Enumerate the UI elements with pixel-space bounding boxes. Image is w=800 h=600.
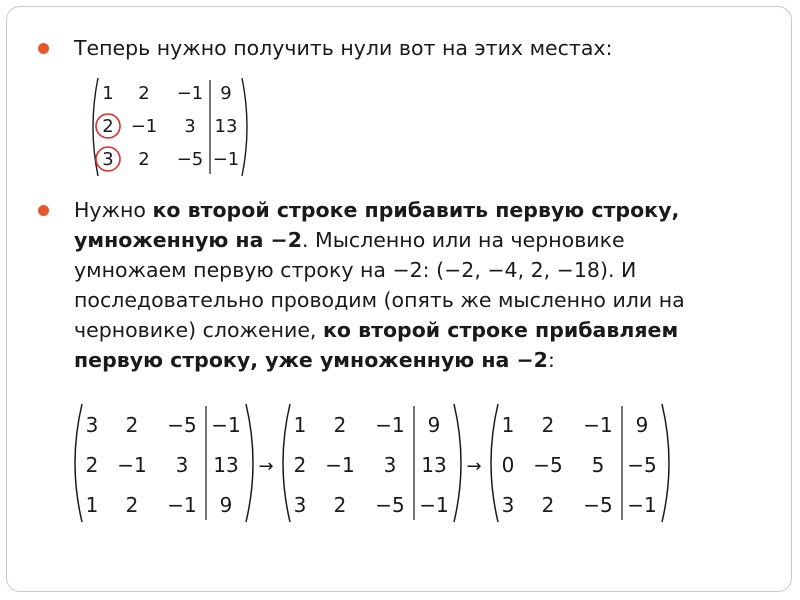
matrix-cell: −5 bbox=[167, 413, 197, 437]
left-paren bbox=[283, 404, 290, 522]
matrix-cell: −5 bbox=[627, 453, 657, 477]
right-paren bbox=[662, 404, 669, 522]
matrix-cell: 3 bbox=[383, 453, 397, 477]
matrix-cell: 2 bbox=[138, 149, 150, 170]
matrix-cell: 1 bbox=[501, 413, 515, 437]
matrix-cell: 1 bbox=[102, 83, 114, 104]
matrix-cell: 9 bbox=[220, 83, 232, 104]
matrix-cell: 3 bbox=[293, 493, 307, 517]
matrix-cell: 3 bbox=[102, 149, 114, 170]
matrix-3 bbox=[491, 404, 669, 522]
left-paren bbox=[75, 404, 82, 522]
matrix-1 bbox=[75, 404, 253, 522]
matrix-cell: 2 bbox=[138, 83, 150, 104]
matrix-cell: −1 bbox=[176, 83, 204, 104]
matrix-cell: 13 bbox=[214, 116, 238, 137]
arrow-right-icon: → bbox=[258, 456, 274, 477]
matrix-cell: 9 bbox=[219, 493, 233, 517]
matrix-cell: 13 bbox=[213, 453, 239, 477]
matrix-cell: −1 bbox=[130, 116, 158, 137]
matrix-cell: −5 bbox=[533, 453, 563, 477]
text-bold: ко второй строке прибавить первую строку, bbox=[152, 198, 680, 222]
right-paren bbox=[246, 404, 253, 522]
right-paren bbox=[454, 404, 461, 522]
text-bold: первую строку, уже умноженную на −2 bbox=[74, 348, 548, 372]
matrix-cell: 0 bbox=[501, 453, 515, 477]
matrix-cell: 2 bbox=[125, 493, 139, 517]
bullet-2-text bbox=[74, 195, 685, 375]
matrix-cell: 9 bbox=[635, 413, 649, 437]
matrix-cell: −1 bbox=[117, 453, 147, 477]
text-plain: Нужно bbox=[74, 198, 153, 222]
left-paren bbox=[491, 404, 498, 522]
matrix-cell: 2 bbox=[102, 116, 114, 137]
matrix-cell: 1 bbox=[85, 493, 99, 517]
matrix-cell: 3 bbox=[184, 116, 196, 137]
arrow-right-icon: → bbox=[466, 456, 482, 477]
matrix-cell: −1 bbox=[212, 149, 240, 170]
matrix-cell: 5 bbox=[591, 453, 605, 477]
matrix-cell: −1 bbox=[211, 413, 241, 437]
matrix-cell: −1 bbox=[375, 413, 405, 437]
text-line: умножаем первую строку на −2: (−2, −4, 2, −18). И bbox=[74, 258, 637, 282]
matrix-cell: −5 bbox=[583, 493, 613, 517]
matrix-cell: 13 bbox=[421, 453, 447, 477]
bullet-dot-icon bbox=[38, 205, 49, 216]
right-paren bbox=[242, 78, 247, 176]
text-plain: . Мысленно или на черновике bbox=[302, 228, 625, 252]
matrix-cell: 2 bbox=[125, 413, 139, 437]
matrix-2 bbox=[283, 404, 461, 522]
matrix-cell: 3 bbox=[501, 493, 515, 517]
matrix-transform-chain bbox=[68, 398, 688, 533]
matrix-cell: −1 bbox=[167, 493, 197, 517]
matrix-cell: −1 bbox=[627, 493, 657, 517]
matrix-cell: −1 bbox=[583, 413, 613, 437]
matrix-cell: 1 bbox=[293, 413, 307, 437]
matrix-cell: 3 bbox=[85, 413, 99, 437]
bullet-1-text: Теперь нужно получить нули вот на этих местах: bbox=[74, 36, 613, 60]
text-bold: ко второй строке прибавляем bbox=[322, 318, 679, 342]
matrix-cell: 2 bbox=[333, 413, 347, 437]
matrix-cell: 2 bbox=[333, 493, 347, 517]
matrix-cell: −1 bbox=[325, 453, 355, 477]
bullet-dot-icon bbox=[38, 43, 49, 54]
matrix-cell: −5 bbox=[375, 493, 405, 517]
matrix-cell: 3 bbox=[175, 453, 189, 477]
text-line: последовательно проводим (опять же мысленно или на bbox=[74, 288, 685, 312]
text-plain: черновике) сложение, bbox=[74, 318, 323, 342]
matrix-cell: 2 bbox=[541, 413, 555, 437]
text-bold: умноженную на −2 bbox=[74, 228, 303, 252]
matrix-top bbox=[86, 72, 266, 182]
matrix-cell: −1 bbox=[419, 493, 449, 517]
matrix-cell: 2 bbox=[541, 493, 555, 517]
matrix-cell: 9 bbox=[427, 413, 441, 437]
matrix-cell: 2 bbox=[85, 453, 99, 477]
text-plain: : bbox=[547, 348, 555, 372]
matrix-cell: 2 bbox=[293, 453, 307, 477]
matrix-cell: −5 bbox=[176, 149, 204, 170]
